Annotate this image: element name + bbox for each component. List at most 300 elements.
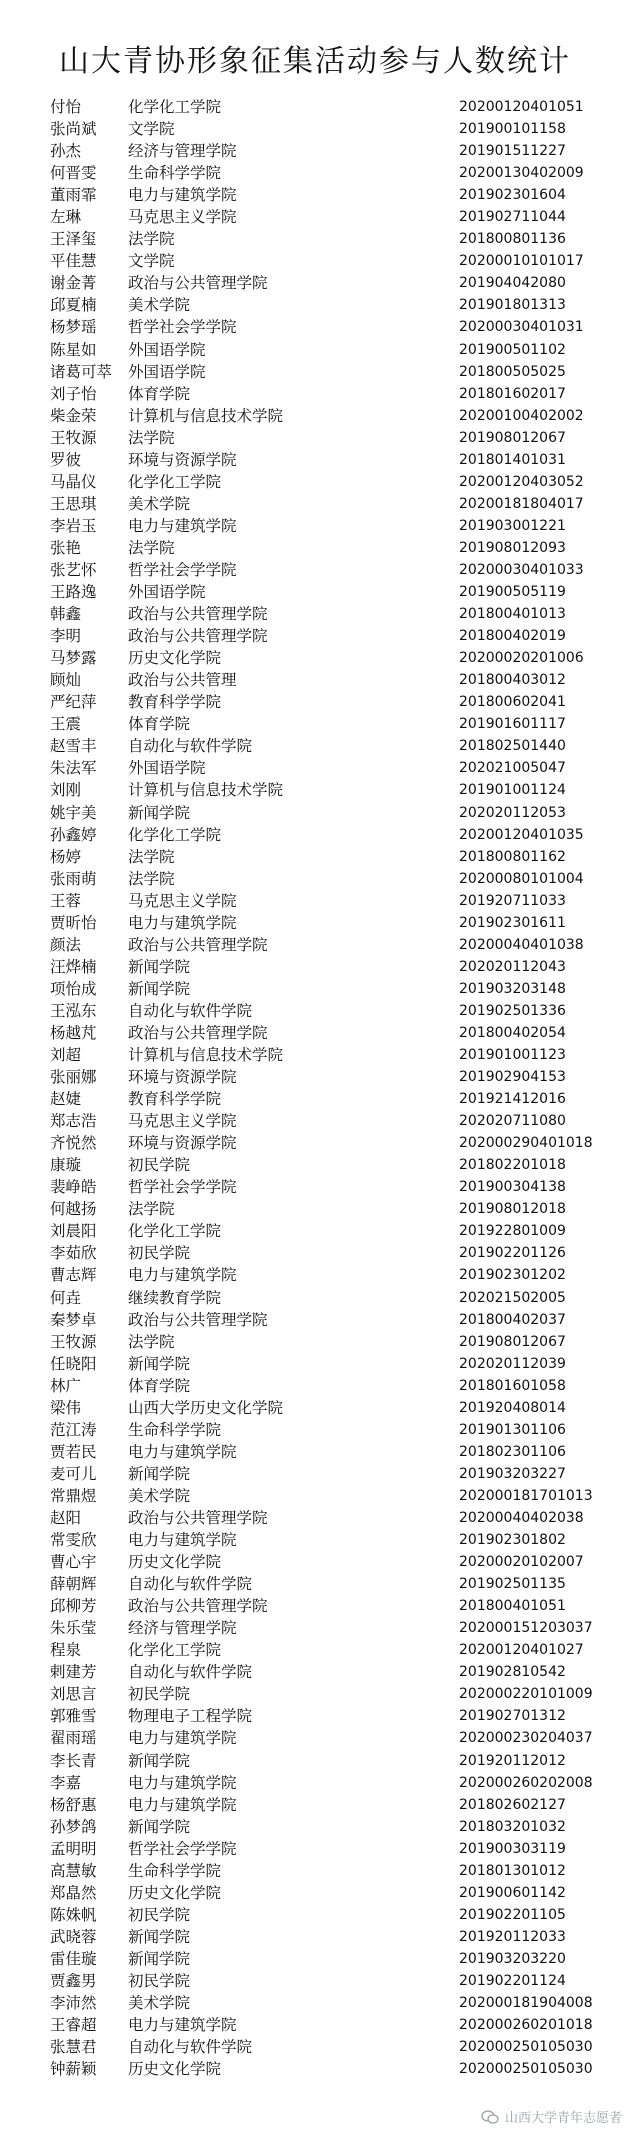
table-row <box>0 1816 630 1838</box>
student-id: 201801301012 <box>459 1862 566 1879</box>
student-id: 201900601142 <box>459 1884 566 1901</box>
student-id: 202000181904008 <box>459 1995 593 2012</box>
college-name: 政治与公共管理学院 <box>128 1023 268 1042</box>
page-title: 山大青协形象征集活动参与人数统计 <box>59 44 571 79</box>
college-name: 马克思主义学院 <box>128 891 237 910</box>
table-row <box>0 1264 630 1286</box>
college-name: 文学院 <box>128 252 175 271</box>
student-id: 201800402019 <box>459 628 566 645</box>
table-row <box>0 294 630 316</box>
student-id: 201800402054 <box>459 1024 566 1041</box>
college-name: 化学化工学院 <box>128 472 222 491</box>
table-row <box>0 1154 630 1176</box>
table-row <box>0 1331 630 1353</box>
college-name: 初民学院 <box>128 1244 191 1263</box>
table-row <box>0 647 630 669</box>
college-name: 环境与资源学院 <box>128 1068 237 1087</box>
student-id: 201920112033 <box>459 1928 566 1945</box>
table-row <box>0 1551 630 1573</box>
participant-name: 雷佳璇 <box>50 1949 97 1968</box>
table-row <box>0 713 630 735</box>
student-id: 201904042080 <box>459 275 566 292</box>
student-id: 201802301106 <box>459 1443 566 1460</box>
college-name: 生命科学学院 <box>128 164 222 183</box>
student-id: 201800505025 <box>459 363 566 380</box>
student-id: 201800402037 <box>459 1311 566 1328</box>
table-row <box>0 890 630 912</box>
college-name: 新闻学院 <box>128 979 191 998</box>
college-name: 法学院 <box>128 847 175 866</box>
table-row <box>0 1353 630 1375</box>
student-id: 201902701312 <box>459 1708 566 1725</box>
table-row <box>0 978 630 1000</box>
table-row <box>0 184 630 206</box>
student-id: 201920112012 <box>459 1752 566 1769</box>
student-id: 202020711080 <box>459 1113 566 1130</box>
table-row <box>0 934 630 956</box>
table-row <box>0 1573 630 1595</box>
participant-name: 赵婕 <box>50 1090 82 1109</box>
college-name: 政治与公共管理学院 <box>128 1597 268 1616</box>
table-row <box>0 1772 630 1794</box>
table-row <box>0 1750 630 1772</box>
participant-name: 马晶仪 <box>50 472 97 491</box>
student-id: 201903203148 <box>459 980 566 997</box>
student-id: 202000250105030 <box>459 2039 593 2056</box>
college-name: 环境与资源学院 <box>128 450 237 469</box>
college-name: 体育学院 <box>128 1376 191 1395</box>
college-name: 哲学社会学学院 <box>128 560 237 579</box>
table-row <box>0 559 630 581</box>
student-id: 201901001123 <box>459 1047 566 1064</box>
table-row <box>0 405 630 427</box>
college-name: 化学化工学院 <box>128 1222 222 1241</box>
student-id: 20200030401033 <box>459 561 584 578</box>
student-id: 201802201018 <box>459 1157 566 1174</box>
college-name: 计算机与信息技术学院 <box>128 781 284 800</box>
participant-name: 张雨萌 <box>50 869 97 888</box>
student-id: 201900304138 <box>459 1179 566 1196</box>
participant-name: 李长青 <box>50 1751 97 1770</box>
college-name: 美术学院 <box>128 494 191 513</box>
participant-name: 何晋雯 <box>50 164 97 183</box>
table-row <box>0 1904 630 1926</box>
participant-name: 汪烨楠 <box>50 957 97 976</box>
participant-name: 朱法军 <box>50 759 97 778</box>
college-name: 政治与公共管理学院 <box>128 1509 268 1527</box>
college-name: 电力与建筑学院 <box>128 1442 237 1461</box>
student-id: 201908012067 <box>459 1333 566 1350</box>
college-name: 文学院 <box>128 120 175 139</box>
college-name: 山西大学历史文化学院 <box>128 1398 284 1417</box>
table-row <box>0 1088 630 1110</box>
table-row <box>0 250 630 272</box>
college-name: 电力与建筑学院 <box>128 186 237 205</box>
college-name: 政治与公共管理学院 <box>128 627 268 646</box>
college-name: 历史文化学院 <box>128 1883 222 1902</box>
table-row <box>0 1485 630 1507</box>
student-id: 201908012067 <box>459 429 566 446</box>
college-name: 自动化与软件学院 <box>128 1575 253 1594</box>
table-row <box>0 1970 630 1992</box>
table-row <box>0 1639 630 1661</box>
participant-name: 张艺怀 <box>50 560 97 579</box>
table-row <box>0 691 630 713</box>
college-name: 法学院 <box>128 230 175 249</box>
student-id: 202020112039 <box>459 1355 566 1372</box>
college-name: 政治与公共管理 <box>128 671 237 690</box>
participant-name: 曹志辉 <box>50 1266 97 1285</box>
college-name: 电力与建筑学院 <box>128 913 237 932</box>
student-id: 201800801162 <box>459 848 566 865</box>
college-name: 政治与公共管理学院 <box>128 605 268 624</box>
student-id: 201801401031 <box>459 451 566 468</box>
participant-name: 赵雪丰 <box>50 737 97 756</box>
table-row <box>0 603 630 625</box>
participant-name: 程泉 <box>50 1641 82 1660</box>
college-name: 初民学院 <box>128 1971 191 1990</box>
participant-name: 郑志浩 <box>50 1112 97 1131</box>
student-id: 201903203227 <box>459 1465 566 1482</box>
student-id: 20200030401031 <box>459 319 584 336</box>
participant-name: 王路逸 <box>50 583 97 602</box>
student-id: 201902201126 <box>459 1245 566 1262</box>
college-name: 马克思主义学院 <box>128 208 237 227</box>
participant-name: 王蓉 <box>50 891 82 910</box>
table-row <box>0 1242 630 1264</box>
college-name: 法学院 <box>128 538 175 557</box>
participant-name: 张慧君 <box>50 2038 97 2057</box>
participant-name: 郑皛然 <box>50 1883 97 1902</box>
student-id: 201902301802 <box>459 1532 566 1549</box>
participant-name: 贾昕怡 <box>50 913 97 932</box>
watermark-text: 山西大学青年志愿者 <box>504 2111 622 2126</box>
student-id: 201800403012 <box>459 672 566 689</box>
student-id: 201902201124 <box>459 1972 566 1989</box>
table-row <box>0 1595 630 1617</box>
table-row <box>0 1683 630 1705</box>
participant-name: 王睿超 <box>50 2016 97 2035</box>
student-id: 201920711033 <box>459 892 566 909</box>
participant-name: 麦可儿 <box>50 1464 97 1483</box>
student-id: 20200130402009 <box>459 165 584 182</box>
table-row <box>0 383 630 405</box>
student-id: 202000260201018 <box>459 2017 593 2034</box>
student-id: 20200040401038 <box>459 936 584 953</box>
watermark <box>481 2107 622 2126</box>
participant-name: 刘超 <box>50 1046 82 1065</box>
student-id: 201800401013 <box>459 606 566 623</box>
participant-name: 李明 <box>50 627 82 646</box>
college-name: 自动化与软件学院 <box>128 1001 253 1020</box>
student-id: 201921412016 <box>459 1091 566 1108</box>
participant-name: 王牧源 <box>50 428 97 447</box>
participant-name: 薛朝辉 <box>50 1575 97 1594</box>
student-id: 20200181804017 <box>459 495 584 512</box>
participant-name: 陈姝帆 <box>50 1905 97 1924</box>
participant-name: 杨婷 <box>50 847 82 866</box>
table-row <box>0 1661 630 1683</box>
table-row <box>0 779 630 801</box>
participant-name: 邱柳芳 <box>50 1597 97 1616</box>
wechat-icon <box>481 2110 499 2124</box>
college-name: 生命科学学院 <box>128 1861 222 1880</box>
table-row <box>0 1507 630 1529</box>
table-row <box>0 471 630 493</box>
participant-name: 严纪萍 <box>50 693 97 712</box>
table-row <box>0 1132 630 1154</box>
student-id: 201903001221 <box>459 517 566 534</box>
college-name: 政治与公共管理学院 <box>128 274 268 293</box>
college-name: 经济与管理学院 <box>128 142 237 161</box>
participant-name: 刘晨阳 <box>50 1222 97 1241</box>
student-id: 20200080101004 <box>459 870 584 887</box>
student-id: 20200020102007 <box>459 1554 584 1571</box>
table-row <box>0 1860 630 1882</box>
college-name: 电力与建筑学院 <box>128 1795 237 1814</box>
college-name: 计算机与信息技术学院 <box>128 406 284 425</box>
student-id: 201800602041 <box>459 694 566 711</box>
college-name: 哲学社会学学院 <box>128 1839 237 1858</box>
participant-name: 王泓东 <box>50 1001 97 1020</box>
participant-name: 张艳 <box>50 538 82 557</box>
college-name: 外国语学院 <box>128 362 206 381</box>
college-name: 新闻学院 <box>128 957 191 976</box>
student-id: 201920408014 <box>459 1399 566 1416</box>
table-row <box>0 427 630 449</box>
college-name: 马克思主义学院 <box>128 1112 237 1131</box>
student-id: 201902201105 <box>459 1906 566 1923</box>
table-row <box>0 1309 630 1331</box>
participant-name: 罗彼 <box>50 450 82 469</box>
college-name: 化学化工学院 <box>128 98 222 116</box>
table-row <box>0 2014 630 2036</box>
participant-name: 赵阳 <box>50 1509 82 1527</box>
college-name: 自动化与软件学院 <box>128 1663 253 1682</box>
college-name: 新闻学院 <box>128 1949 191 1968</box>
student-id: 201900101158 <box>459 121 566 138</box>
table-row <box>0 1794 630 1816</box>
college-name: 电力与建筑学院 <box>128 1729 237 1748</box>
table-row <box>0 1287 630 1309</box>
college-name: 新闻学院 <box>128 1927 191 1946</box>
college-name: 电力与建筑学院 <box>128 1773 237 1792</box>
participant-name: 范江涛 <box>50 1420 97 1439</box>
table-row <box>0 669 630 691</box>
participant-name: 刘思言 <box>50 1685 97 1704</box>
participant-name: 董雨霏 <box>50 186 97 205</box>
participant-name: 裴峥皓 <box>50 1178 97 1197</box>
table-row <box>0 802 630 824</box>
table-row <box>0 1463 630 1485</box>
student-id: 202020112053 <box>459 804 566 821</box>
college-name: 电力与建筑学院 <box>128 1531 237 1550</box>
college-name: 经济与管理学院 <box>128 1619 237 1638</box>
student-id: 201908012093 <box>459 539 566 556</box>
participant-name: 梁伟 <box>50 1398 82 1417</box>
student-id: 201802501440 <box>459 738 566 755</box>
student-id: 201900501102 <box>459 341 566 358</box>
college-name: 美术学院 <box>128 1486 191 1505</box>
student-id: 201901801313 <box>459 297 566 314</box>
participant-name: 贾鑫男 <box>50 1971 97 1990</box>
college-name: 美术学院 <box>128 1994 191 2013</box>
student-id: 201800401051 <box>459 1598 566 1615</box>
student-id: 202000220101009 <box>459 1686 593 1703</box>
college-name: 新闻学院 <box>128 1464 191 1483</box>
table-row <box>0 1375 630 1397</box>
college-name: 新闻学院 <box>128 1354 191 1373</box>
student-id: 201902501336 <box>459 1002 566 1019</box>
student-id: 201902904153 <box>459 1069 566 1086</box>
student-id: 201902501135 <box>459 1576 566 1593</box>
student-id: 202020112043 <box>459 958 566 975</box>
student-id: 201901001124 <box>459 782 566 799</box>
college-name: 法学院 <box>128 428 175 447</box>
table-row <box>0 846 630 868</box>
participant-name: 常雯欣 <box>50 1531 97 1550</box>
college-name: 电力与建筑学院 <box>128 516 237 535</box>
table-row <box>0 118 630 140</box>
participant-name: 李茹欣 <box>50 1244 97 1263</box>
student-id: 201902810542 <box>459 1664 566 1681</box>
table-row <box>0 1066 630 1088</box>
student-id: 201801602017 <box>459 385 566 402</box>
student-id: 202000250105030 <box>459 2061 593 2078</box>
participant-name: 刘子怡 <box>50 384 97 403</box>
college-name: 初民学院 <box>128 1905 191 1924</box>
participant-name: 杨舒惠 <box>50 1795 97 1814</box>
table-row <box>0 2058 630 2080</box>
participant-name: 平佳慧 <box>50 252 97 271</box>
participant-name: 钟薪颖 <box>50 2060 97 2079</box>
table-row <box>0 1882 630 1904</box>
college-name: 自动化与软件学院 <box>128 2038 253 2057</box>
college-name: 新闻学院 <box>128 1817 191 1836</box>
table-row <box>0 868 630 890</box>
participant-name: 王震 <box>50 715 82 734</box>
table-row <box>0 1838 630 1860</box>
college-name: 外国语学院 <box>128 340 206 359</box>
college-name: 电力与建筑学院 <box>128 1266 237 1285</box>
student-id: 202000151203037 <box>459 1620 593 1637</box>
college-name: 体育学院 <box>128 715 191 734</box>
college-name: 初民学院 <box>128 1156 191 1175</box>
participant-name: 林广 <box>50 1376 82 1395</box>
student-id: 201902301611 <box>459 914 566 931</box>
college-name: 法学院 <box>128 869 175 888</box>
college-name: 体育学院 <box>128 384 191 403</box>
participant-name: 项怡成 <box>50 979 97 998</box>
student-id: 201900505119 <box>459 584 566 601</box>
participant-name: 王思琪 <box>50 494 97 513</box>
table-row <box>0 735 630 757</box>
college-name: 计算机与信息技术学院 <box>128 1046 284 1065</box>
college-name: 教育科学学院 <box>128 1090 222 1109</box>
table-row <box>0 1529 630 1551</box>
table-row <box>0 493 630 515</box>
participant-name: 武晓蓉 <box>50 1927 97 1946</box>
table-row <box>0 581 630 603</box>
college-name: 外国语学院 <box>128 759 206 778</box>
table-row <box>0 1397 630 1419</box>
participant-name: 杨梦瑶 <box>50 318 97 337</box>
student-id: 202000230204037 <box>459 1730 593 1747</box>
table-row <box>0 228 630 250</box>
table-row <box>0 515 630 537</box>
college-name: 美术学院 <box>128 296 191 315</box>
student-id: 201902301604 <box>459 187 566 204</box>
participant-name: 张尚斌 <box>50 120 97 139</box>
college-name: 化学化工学院 <box>128 1641 222 1660</box>
college-name: 法学院 <box>128 1200 175 1219</box>
participant-name: 王泽玺 <box>50 230 97 249</box>
table-row <box>0 449 630 471</box>
table-row <box>0 1617 630 1639</box>
table-row <box>0 2036 630 2058</box>
participant-name: 翟雨瑶 <box>50 1729 97 1748</box>
college-name: 历史文化学院 <box>128 2060 222 2079</box>
participant-name: 何越扬 <box>50 1200 97 1219</box>
participant-name: 诸葛可萃 <box>50 362 113 381</box>
student-id: 20200120401027 <box>459 1642 584 1659</box>
table-row <box>0 1419 630 1441</box>
participant-name: 马梦露 <box>50 649 97 668</box>
table-row <box>0 1022 630 1044</box>
table-row <box>0 140 630 162</box>
college-name: 法学院 <box>128 1332 175 1351</box>
student-id: 201901301106 <box>459 1421 566 1438</box>
student-id: 202000260202008 <box>459 1774 593 1791</box>
table-row <box>0 339 630 361</box>
participant-name: 张丽娜 <box>50 1068 97 1087</box>
college-name: 外国语学院 <box>128 583 206 602</box>
participant-name: 剌建芳 <box>50 1663 97 1682</box>
participant-name: 孙鑫婷 <box>50 825 97 844</box>
participant-name: 李岩玉 <box>50 516 97 535</box>
student-id: 201803201032 <box>459 1818 566 1835</box>
student-id: 20200040402038 <box>459 1510 584 1526</box>
student-id: 201800801136 <box>459 231 566 248</box>
student-id: 20200120401035 <box>459 826 584 843</box>
college-name: 生命科学学院 <box>128 1420 222 1439</box>
student-id: 202021005047 <box>459 760 566 777</box>
participant-name: 何垚 <box>50 1288 82 1307</box>
college-name: 环境与资源学院 <box>128 1134 237 1153</box>
student-id: 202000290401018 <box>459 1135 593 1152</box>
table-row <box>0 956 630 978</box>
table-row <box>0 1441 630 1463</box>
table-row <box>0 1220 630 1242</box>
student-id: 20200020201006 <box>459 650 584 667</box>
participant-name: 柴金荣 <box>50 406 97 425</box>
participant-name: 贾若民 <box>50 1442 97 1461</box>
table-row <box>0 1000 630 1022</box>
participant-name: 孟明明 <box>50 1839 97 1858</box>
table-row <box>0 206 630 228</box>
participant-name: 付怡 <box>50 98 82 116</box>
student-id: 201901511227 <box>459 143 566 160</box>
table-row <box>0 96 630 118</box>
college-name: 继续教育学院 <box>128 1288 222 1307</box>
college-name: 初民学院 <box>128 1685 191 1704</box>
college-name: 政治与公共管理学院 <box>128 935 268 954</box>
participant-name: 高慧敏 <box>50 1861 97 1880</box>
participant-name: 秦梦卓 <box>50 1310 97 1329</box>
college-name: 化学化工学院 <box>128 825 222 844</box>
table-row <box>0 316 630 338</box>
table-row <box>0 912 630 934</box>
